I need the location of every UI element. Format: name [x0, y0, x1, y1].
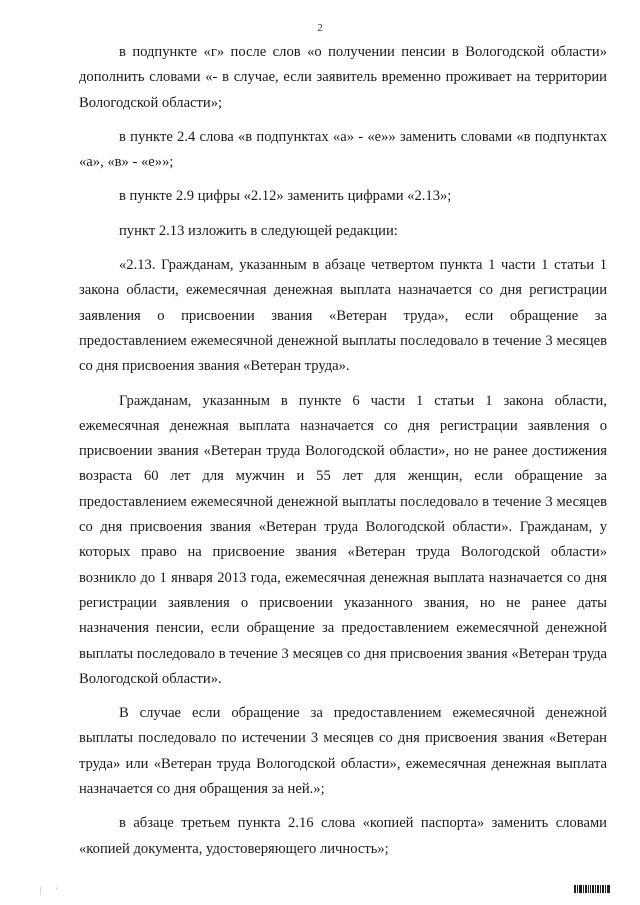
paragraph-item-2-16: в абзаце третьем пункта 2.16 слова «копией паспорта» заменить словами «копией документа, удостоверяющего личность»; — [79, 815, 607, 857]
page-number: 2 — [317, 22, 323, 34]
paragraph-item-2-9: в пункте 2.9 цифры «2.12» заменить цифрами «2.13»; — [119, 188, 452, 205]
paragraph-item-2-4: в пункте 2.4 слова «в подпунктах «а» - «е»» заменить словами «в подпунктах «а», «в» - «е»»; — [79, 128, 607, 171]
scan-margin-marks: | ' — [40, 886, 64, 895]
paragraph-after-3-months: В случае если обращение за предоставлением ежемесячной денежной выплаты последовало по истечении 3 месяцев со дня присвоения звания «Ветеран труда» или «Ветеран труда Вологодской области», ежемесячная денежная выплата назначается со дня обращения за ней.»; — [79, 705, 607, 798]
paragraph-item-2-13-text: «2.13. Гражданам, указанным в абзаце четвертом пункта 1 части 1 статьи 1 закона области, ежемесячная денежная выплата назначается со дня регистрации заявления о присвоении звания «Ветеран труда», если обращение за предоставлением ежемесячной денежной выплаты последовало в течение 3 месяцев со дня присвоения звания «Ветеран труда». — [79, 257, 607, 375]
document-body — [79, 40, 607, 862]
paragraph-item-2-13-intro: пункт 2.13 изложить в следующей редакции: — [119, 222, 398, 239]
paragraph-subitem-g: в подпункте «г» после слов «о получении пенсии в Вологодской области» дополнить словами «- в случае, если заявитель временно проживает на территории Вологодской области»; — [79, 44, 607, 111]
paragraph-item-6-citizens: Гражданам, указанным в пункте 6 части 1 статьи 1 закона области, ежемесячная денежная выплата назначается со дня регистрации заявления о присвоении звания «Ветеран труда Вологодской области», но не ранее достижения возраста 60 лет для мужчин и 55 лет для женщин, если обращение за предоставлением ежемесячной денежной выплаты последовало в течение 3 месяцев со дня присвоения звания «Ветеран труда Вологодской области». Гражданам, у которых право на присвоение звания «Ветеран труда Вологодской области» возникло до 1 января 2013 года, ежемесячная денежная выплата назначается со дня регистрации заявления о присвоении указанного звания, но не ранее даты назначения пенсии, если обращение за предоставлением ежемесячной денежной выплаты последовало в течение 3 месяцев со дня присвоения звания «Ветеран труда Вологодской области». — [79, 392, 607, 687]
barcode-icon — [574, 885, 610, 893]
